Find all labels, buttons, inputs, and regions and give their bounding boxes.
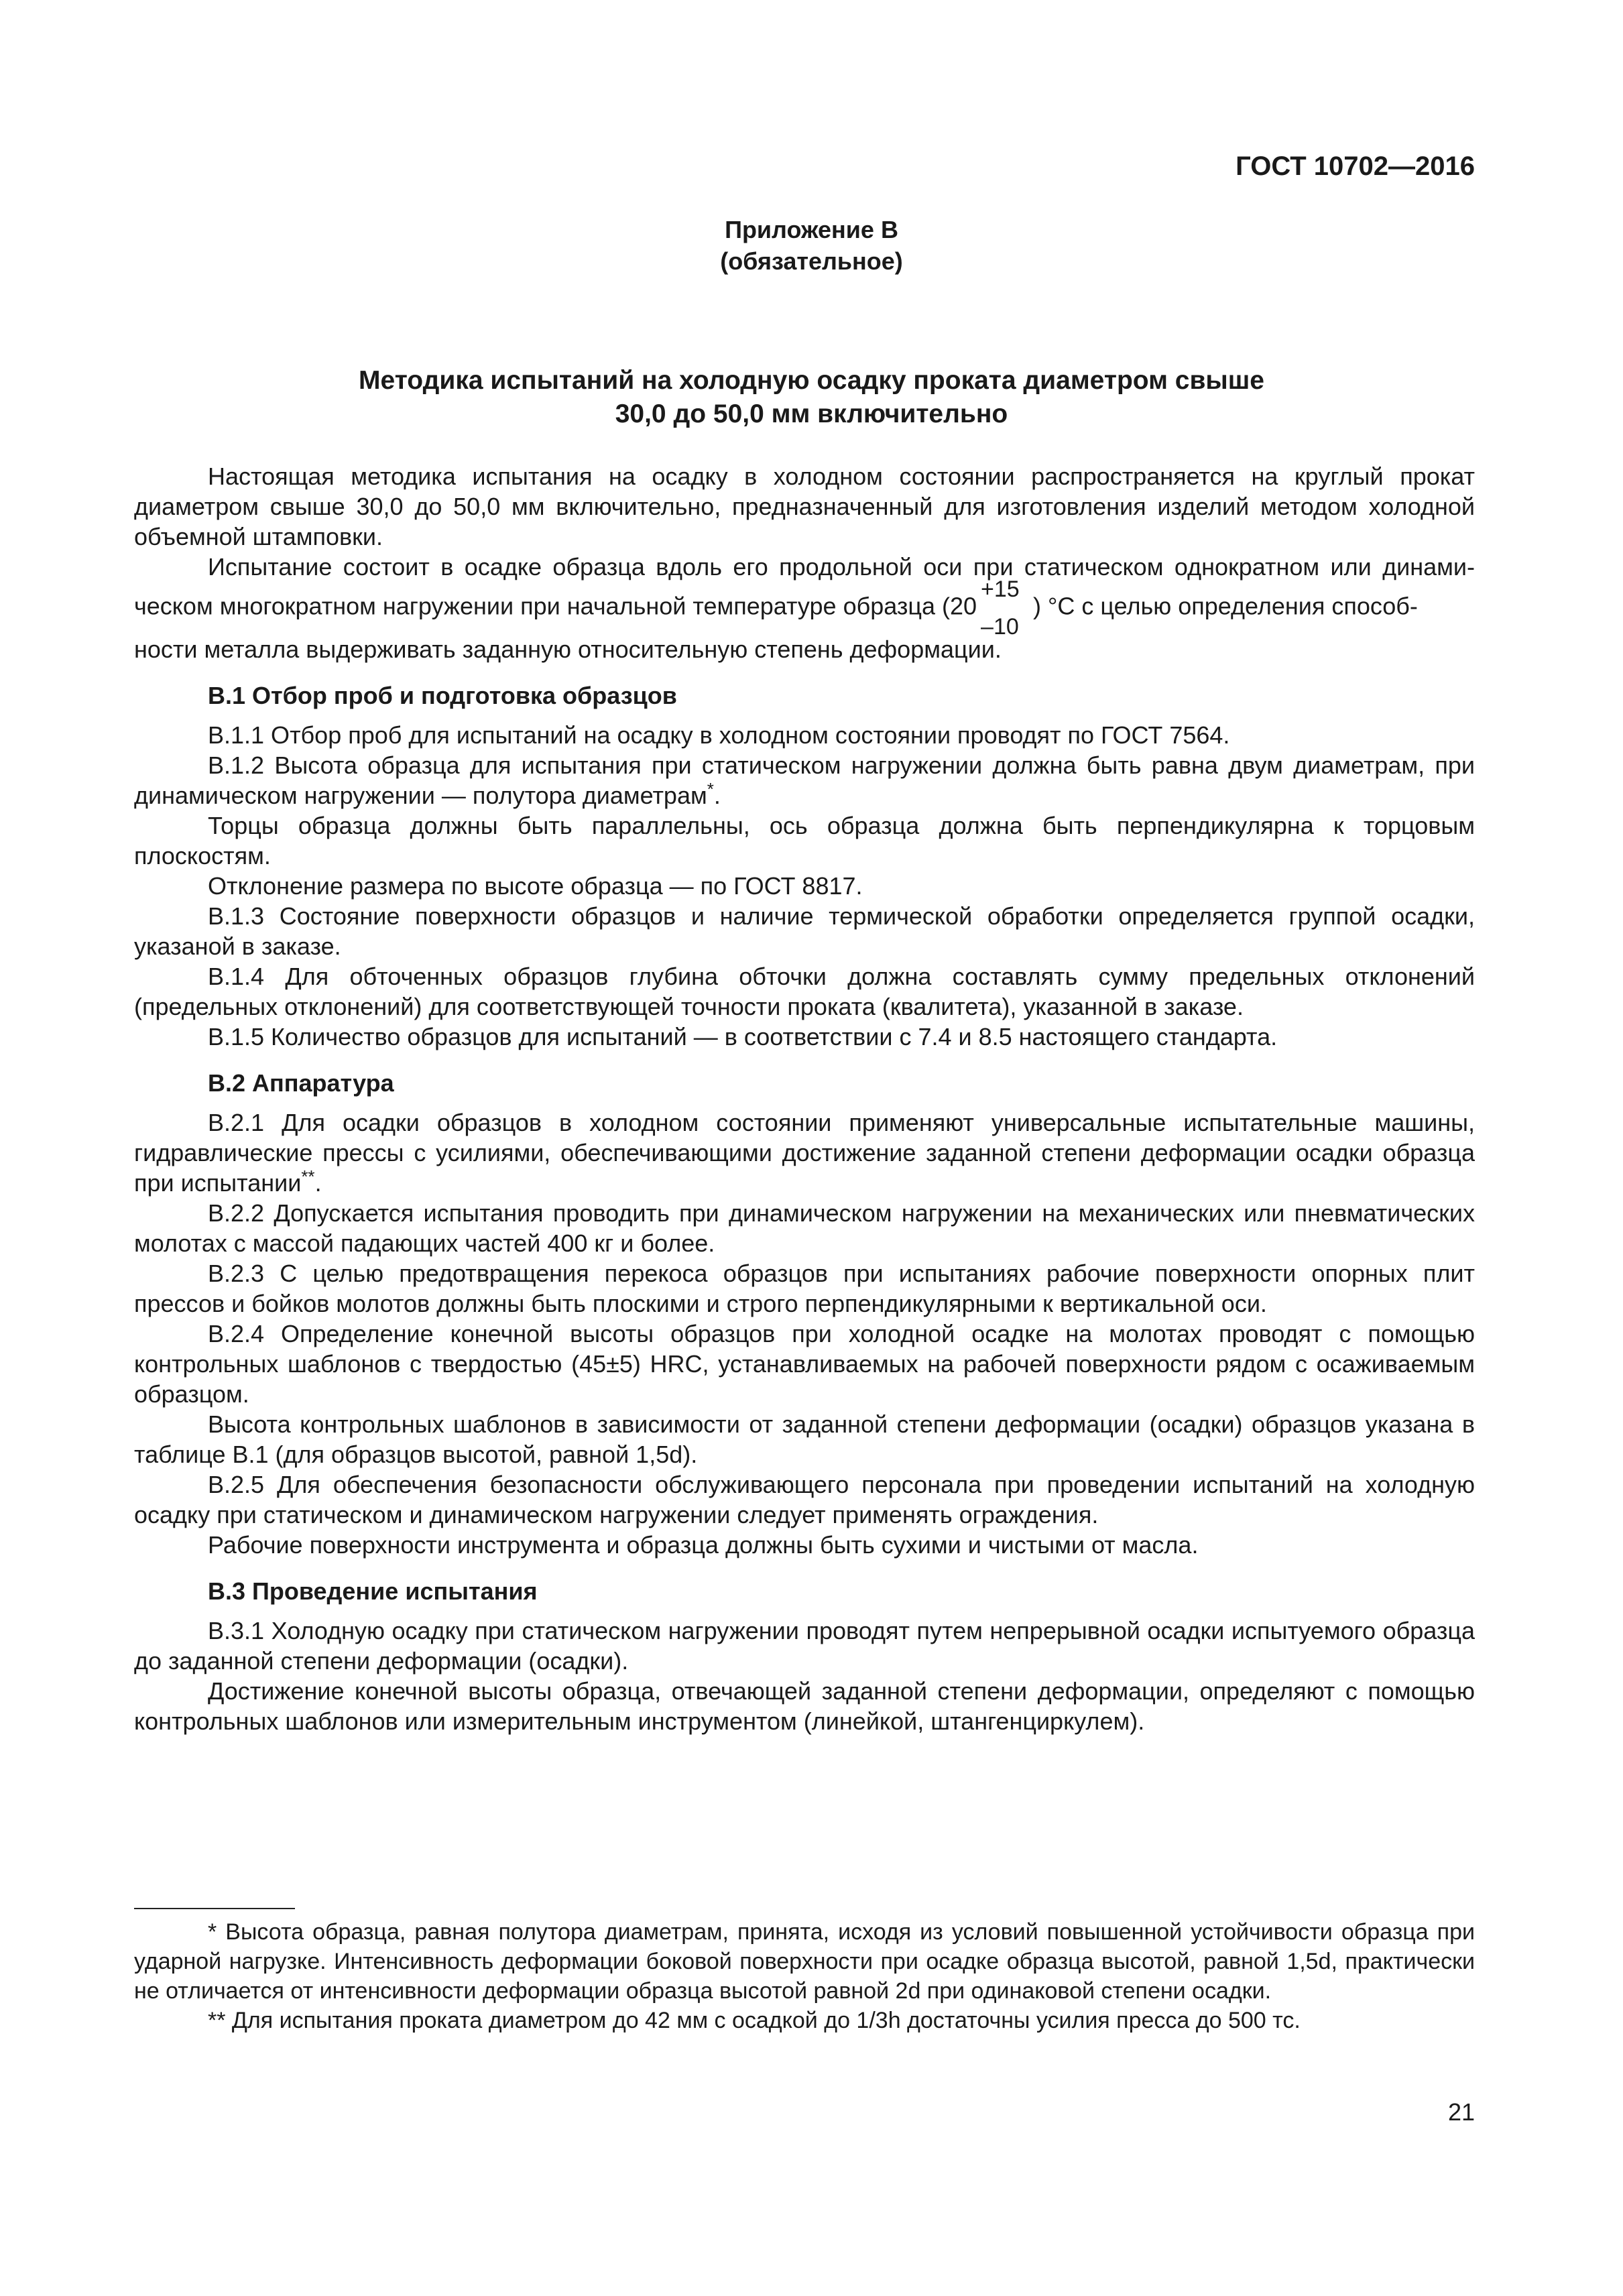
intro-temperature-unit-text: ) °С с целью определения способ-	[1033, 592, 1418, 620]
section-b2-paragraph-7: Рабочие поверхности инструмента и образца должны быть сухими и чистыми от масла.	[208, 1531, 1199, 1559]
temperature-tolerance	[981, 578, 1029, 638]
intro-paragraph-2-line2	[134, 578, 1475, 638]
section-b1-paragraph-2-end: .	[713, 782, 721, 809]
footnote-mark-2: **	[301, 1166, 315, 1187]
section-b2-heading: В.2 Аппаратура	[208, 1069, 394, 1097]
page-number: 21	[1447, 2098, 1475, 2126]
tolerance-lower: –10	[981, 614, 1019, 640]
section-b2-paragraph-2: В.2.2 Допускается испытания проводить при динамическом нагружении на механических или пневматических молотах с массой падающих частей 400 кг и более.	[134, 1199, 1475, 1257]
document-title-line1: Методика испытаний на холодную осадку проката диаметром свыше	[359, 366, 1264, 395]
appendix-label: Приложение В	[725, 216, 898, 243]
section-b1-heading: В.1 Отбор проб и подготовка образцов	[208, 682, 677, 709]
footnote-1: * Высота образца, равная полутора диаметрам, принята, исходя из условий повышенной устойчивости образца при ударной нагрузке. Интенсивность деформации боковой поверхности при осадке образца высотой, равной 1,5d, практически не отличается от интенсивности деформации образца высотой равной 2d при одинаковой степени осадки.	[134, 1919, 1475, 2004]
footnote-mark-1: *	[707, 779, 714, 799]
section-b1-paragraph-1: В.1.1 Отбор проб для испытаний на осадку в холодном состоянии проводят по ГОСТ 7564.	[208, 721, 1230, 749]
section-b1-paragraph-7: В.1.5 Количество образцов для испытаний — в соответствии с 7.4 и 8.5 настоящего стандарта.	[208, 1023, 1278, 1050]
document-title-line2: 30,0 до 50,0 мм включительно	[615, 400, 1008, 428]
section-b1-paragraph-2	[134, 750, 1475, 810]
intro-paragraph-2-line1: Испытание состоит в осадке образца вдоль его продольной оси при статическом однократном или динами-	[208, 553, 1475, 581]
footnote-2: ** Для испытания проката диаметром до 42 мм с осадкой до 1/3h достаточны усилия пресса до 500 тс.	[208, 2008, 1301, 2033]
intro-paragraph-1: Настоящая методика испытания на осадку в холодном состоянии распространяется на круглый прокат диаметром свыше 30,0 до 50,0 мм включительно, предназначенный для изготовления изделий методом холодной объемной штамповки.	[134, 463, 1475, 550]
section-b2-paragraph-6: В.2.5 Для обеспечения безопасности обслуживающего персонала при проведении испытаний на холодную осадку при статическом и динамическом нагружении следует применять ограждения.	[134, 1471, 1475, 1528]
section-b2-paragraph-5: Высота контрольных шаблонов в зависимости от заданной степени деформации (осадки) образцов указана в таблице В.1 (для образцов высотой, равной 1,5d).	[134, 1410, 1475, 1468]
document-body	[134, 461, 1475, 1736]
footnote-divider	[134, 1908, 295, 1909]
section-b1-paragraph-3: Торцы образца должны быть параллельны, ось образца должна быть перпендикулярна к торцовым плоскостям.	[134, 812, 1475, 869]
section-b2-paragraph-1	[134, 1107, 1475, 1198]
intro-paragraph-2-line3: ности металла выдерживать заданную относительную степень деформации.	[134, 636, 1002, 663]
section-b3-paragraph-1: В.3.1 Холодную осадку при статическом нагружении проводят путем непрерывной осадки испытуемого образца до заданной степени деформации (осадки).	[134, 1617, 1475, 1675]
section-b2-paragraph-1-text: В.2.1 Для осадки образцов в холодном состоянии применяют универсальные испытательные машины, гидравлические прессы с усилиями, обеспечивающими достижение заданной степени деформации осадки образца при испытании	[134, 1109, 1475, 1197]
section-b1-paragraph-6: В.1.4 Для обточенных образцов глубина обточки должна составлять сумму предельных отклонений (предельных отклонений) для соответствующей точности проката (квалитета), указанной в заказе.	[134, 963, 1475, 1020]
intro-temperature-text: ческом многократном нагружении при начальной температуре образца (20	[134, 592, 977, 620]
section-b3-paragraph-2: Достижение конечной высоты образца, отвечающей заданной степени деформации, определяют с помощью контрольных шаблонов или измерительным инструментом (линейкой, штангенциркулем).	[134, 1677, 1475, 1735]
section-b2-paragraph-4: В.2.4 Определение конечной высоты образцов при холодной осадке на молотах проводят с помощью контрольных шаблонов с твердостью (45±5) HRC, устанавливаемых на рабочей поверхности рядом с осаживаемым образцом.	[134, 1320, 1475, 1408]
section-b1-paragraph-5: В.1.3 Состояние поверхности образцов и наличие термической обработки определяется группой осадки, указаной в заказе.	[134, 902, 1475, 960]
appendix-status: (обязательное)	[720, 247, 903, 275]
section-b2-paragraph-1-end: .	[314, 1169, 322, 1197]
document-code: ГОСТ 10702—2016	[1236, 152, 1475, 181]
section-b1-paragraph-4: Отклонение размера по высоте образца — по ГОСТ 8817.	[208, 872, 863, 900]
section-b3-heading: В.3 Проведение испытания	[208, 1577, 538, 1605]
section-b2-paragraph-3: В.2.3 С целью предотвращения перекоса образцов при испытаниях рабочие поверхности опорных плит прессов и бойков молотов должны быть плоскими и строго перпендикулярными к вертикальной оси.	[134, 1260, 1475, 1317]
section-b1-paragraph-2-text: В.1.2 Высота образца для испытания при статическом нагружении должна быть равна двум диаметрам, при динамическом нагружении — полутора диаметрам	[134, 751, 1475, 809]
tolerance-upper: +15	[981, 577, 1020, 602]
footnotes	[134, 1917, 1475, 2035]
